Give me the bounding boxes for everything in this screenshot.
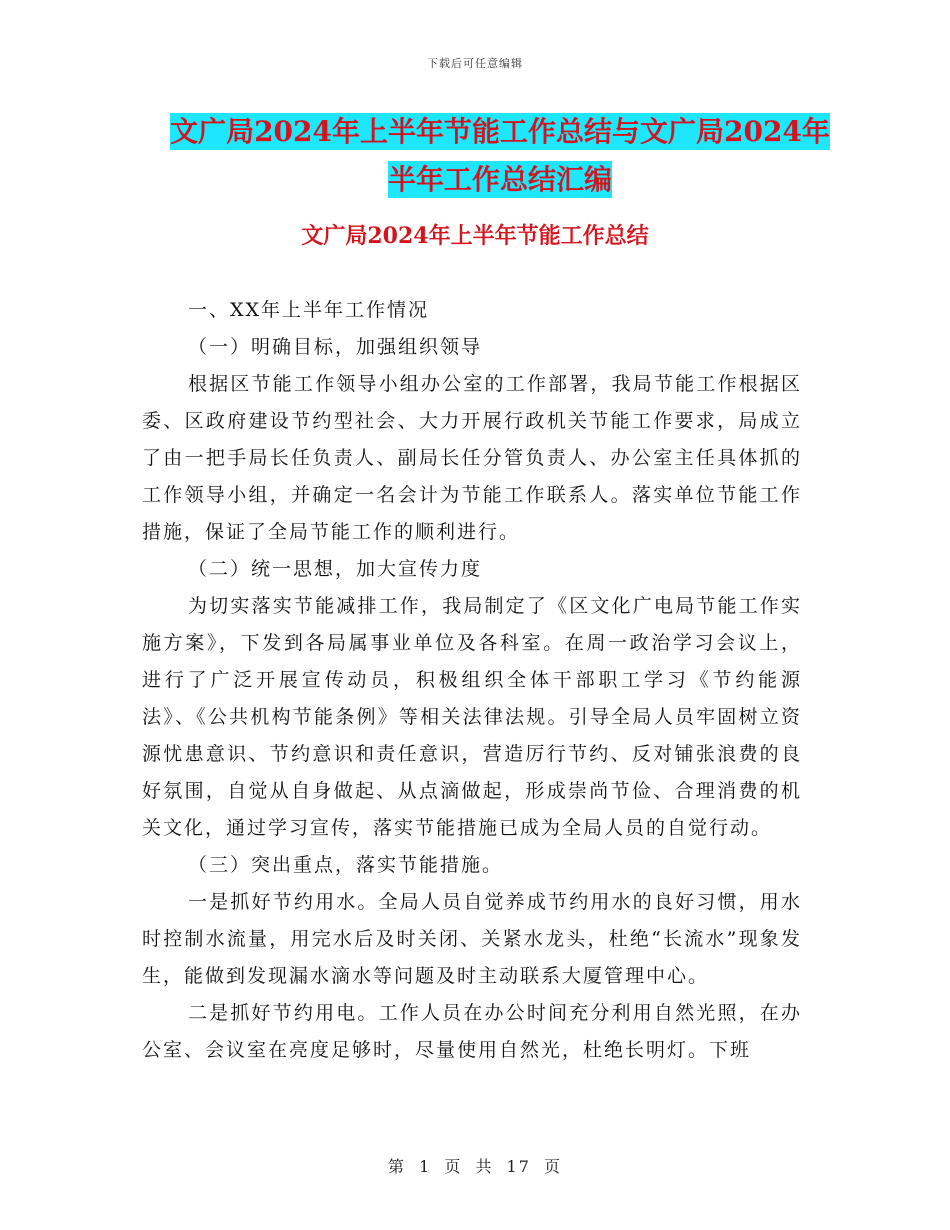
document-body xyxy=(142,292,802,1069)
subheading-2: （二）统一思想，加大宣传力度 xyxy=(188,558,483,580)
header-note: 下载后可任意编辑 xyxy=(427,57,523,70)
paragraph-1: 根据区节能工作领导小组办公室的工作部署，我局节能工作根据区委、区政府建设节约型社会、大力开展行政机关节能工作要求，局成立了由一把手局长任负责人、副局长任分管负责人、办公室主任具体抓的工作领导小组，并确定一名会计为节能工作联系人。落实单位节能工作措施，保证了全局节能工作的顺利进行。 xyxy=(142,373,802,543)
document-title-line-2: 半年工作总结汇编 xyxy=(387,163,612,196)
heading-work-situation: 一、XX年上半年工作情况 xyxy=(188,299,430,321)
document-title-line-1: 文广局2024年上半年节能工作总结与文广局2024年 xyxy=(170,115,830,148)
page-number: 第 1 页 共 17 页 xyxy=(388,1157,562,1176)
paragraph-3: 一是抓好节约用水。全局人员自觉养成节约用水的良好习惯，用水时控制水流量，用完水后及时关闭、关紧水龙头，杜绝“长流水”现象发生，能做到发现漏水滴水等问题及时主动联系大厦管理中心。 xyxy=(142,891,802,987)
document-title xyxy=(140,108,860,204)
section-title: 文广局2024年上半年节能工作总结 xyxy=(301,223,649,249)
paragraph-2: 为切实落实节能减排工作，我局制定了《区文化广电局节能工作实施方案》，下发到各局属事业单位及各科室。在周一政治学习会议上，进行了广泛开展宣传动员，积极组织全体干部职工学习《节约能源法》、《公共机构节能条例》等相关法律法规。引导全局人员牢固树立资源忧患意识、节约意识和责任意识，营造厉行节约、反对铺张浪费的良好氛围，自觉从自身做起、从点滴做起，形成崇尚节俭、合理消费的机关文化，通过学习宣传，落实节能措施已成为全局人员的自觉行动。 xyxy=(142,595,802,839)
subheading-1: （一）明确目标，加强组织领导 xyxy=(188,336,483,358)
paragraph-4: 二是抓好节约用电。工作人员在办公时间充分利用自然光照，在办公室、会议室在亮度足够时，尽量使用自然光，杜绝长明灯。下班 xyxy=(142,1002,802,1061)
subheading-3: （三）突出重点，落实节能措施。 xyxy=(188,854,504,876)
